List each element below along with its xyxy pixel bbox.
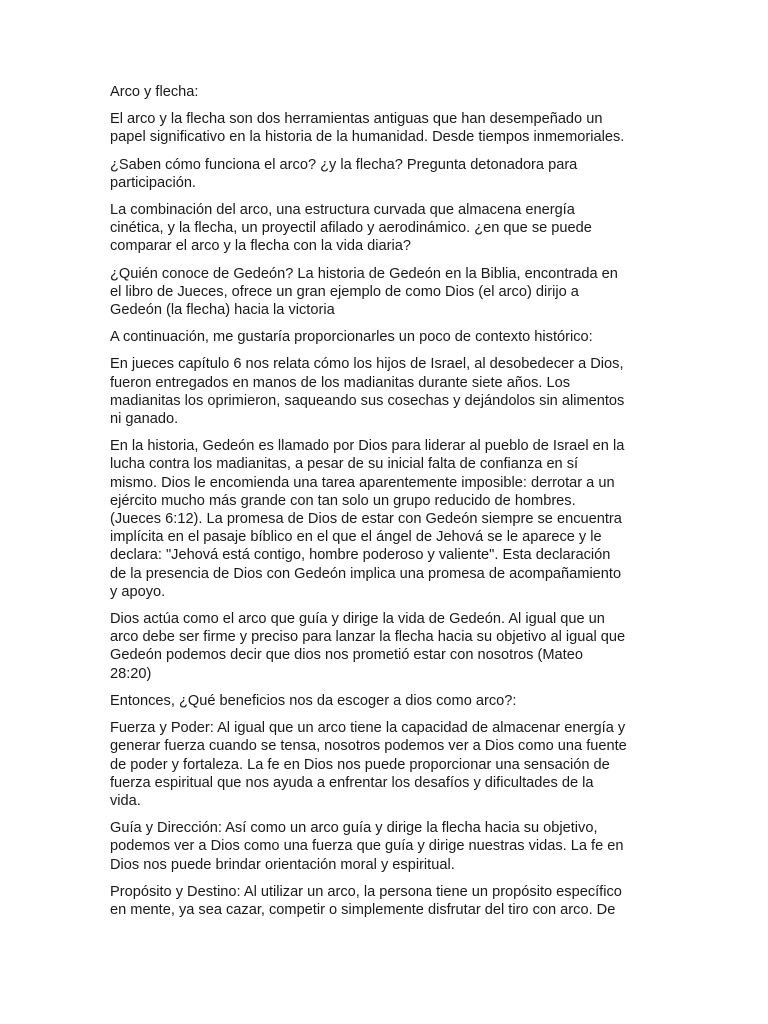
paragraph-strength: Fuerza y Poder: Al igual que un arco tiene la capacidad de almacenar energía y generar fuerza cuando se tensa, nosotros podemos ver a Dios como una fuente de poder y fortaleza. La fe en Dios nos puede proporcionar una sensación de fuerza espiritual que nos ayuda a enfrentar los desafíos y dificultades de la vida. (110, 720, 627, 809)
document-body (110, 83, 658, 928)
paragraph-history: En la historia, Gedeón es llamado por Dios para liderar al pueblo de Israel en la lucha contra los madianitas, a pesar de su inicial falta de confianza en sí mismo. Dios le encomienda una tarea aparentemente imposible: derrotar a un ejército mucho más grande con tan solo un grupo reducido de hombres. (Jueces 6:12). La promesa de Dios de estar con Gedeón siempre se encuentra implícita en el pasaje bíblico en el que el ángel de Jehová se le aparece y le declara: "Jehová está contigo, hombre poderoso y valiente". Esta declaración de la presencia de Dios con Gedeón implica una promesa de acompañamiento y apoyo. (110, 438, 625, 600)
paragraph-purpose: Propósito y Destino: Al utilizar un arco, la persona tiene un propósito específico en mente, ya sea cazar, competir o simplemente disfrutar del tiro con arco. De (110, 883, 622, 918)
paragraph-judges: En jueces capítulo 6 nos relata cómo los hijos de Israel, al desobedecer a Dios, fueron entregados en manos de los madianitas durante siete años. Los madianitas los oprimieron, saqueando sus cosechas y dejándolos sin alimentos ni ganado. (110, 356, 625, 428)
paragraph-god-as-bow: Dios actúa como el arco que guía y dirige la vida de Gedeón. Al igual que un arco debe ser firme y preciso para lanzar la flecha hacia su objetivo al igual que Gedeón podemos decir que dios nos prometió estar con nosotros (Mateo 28:20) (110, 611, 626, 682)
paragraph-combination: La combinación del arco, una estructura curvada que almacena energía cinética, y la flecha, un proyectil afilado y aerodinámico. ¿en que se puede comparar el arco y la flecha con la vida diaria? (110, 202, 592, 255)
paragraph-guidance: Guía y Dirección: Así como un arco guía y dirige la flecha hacia su objetivo, podemos ver a Dios como una fuerza que guía y dirige nuestras vidas. La fe en Dios nos puede brindar orientación moral y espiritual. (110, 820, 624, 873)
paragraph-intro: El arco y la flecha son dos herramientas antiguas que han desempeñado un papel significativo en la historia de la humanidad. Desde tiempos inmemoriales. (110, 111, 625, 146)
paragraph-benefits-question: Entonces, ¿Qué beneficios nos da escoger a dios como arco?: (110, 692, 517, 709)
paragraph-gedeon-question: ¿Quién conoce de Gedeón? La historia de Gedeón en la Biblia, encontrada en el libro de Jueces, ofrece un gran ejemplo de como Dios (el arco) dirijo a Gedeón (la flecha) hacia la victoria (110, 265, 618, 319)
paragraph-context-intro: A continuación, me gustaría proporcionarles un poco de contexto histórico: (110, 329, 593, 346)
document-heading: Arco y flecha: (110, 84, 199, 100)
paragraph-question: ¿Saben cómo funciona el arco? ¿y la flecha? Pregunta detonadora para participación. (110, 156, 578, 191)
